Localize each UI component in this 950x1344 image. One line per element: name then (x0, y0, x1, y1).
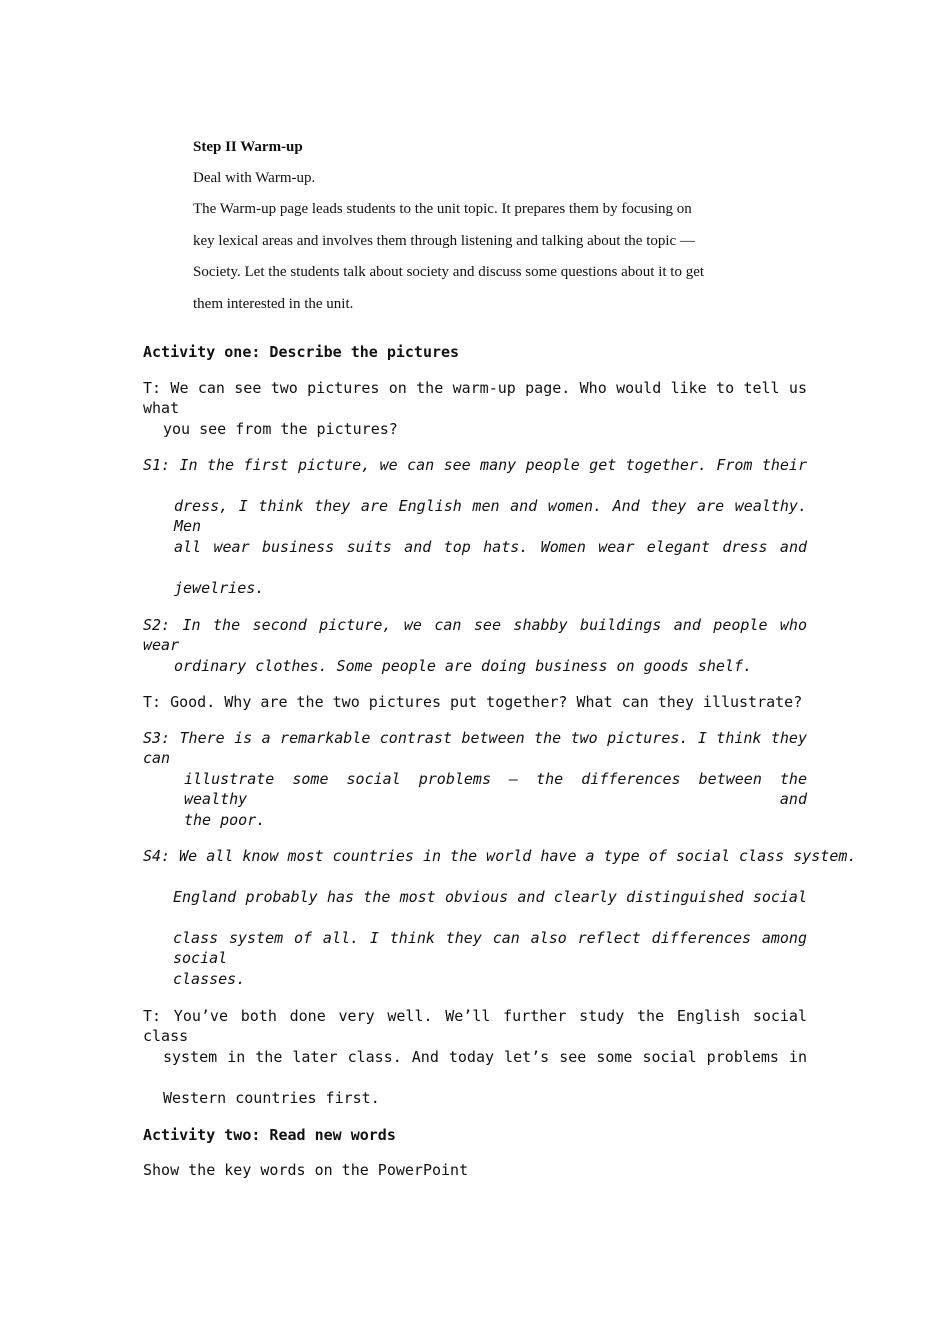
dialog-line: S4: We all know most countries in the world have a type of social class system. (143, 847, 857, 865)
step-title: Step II Warm-up (193, 139, 303, 155)
paragraph-line: key lexical areas and involves them through listening and talking about the topic — (193, 232, 695, 249)
activity-two-heading: Activity two: Read new words (143, 1126, 396, 1144)
dialog-line: illustrate some social problems — the differences between the wealthy and (184, 770, 807, 808)
student-line-4 (143, 846, 857, 989)
dialog-line: system in the later class. And today let’s see some social problems in (163, 1048, 807, 1066)
paragraph-line: them interested in the unit. (193, 295, 354, 312)
step-intro: Deal with Warm-up. (193, 170, 316, 186)
student-line-1 (143, 455, 807, 598)
dialog-line: ordinary clothes. Some people are doing business on goods shelf. (174, 657, 752, 675)
paragraph-line: The Warm-up page leads students to the unit topic. It prepares them by focusing on (193, 201, 692, 217)
dialog-line: you see from the pictures? (163, 420, 398, 438)
dialog-line: the poor. (184, 811, 266, 829)
dialog-line: all wear business suits and top hats. Women wear elegant dress and (174, 538, 807, 556)
activity-one-heading: Activity one: Describe the pictures (143, 343, 460, 361)
dialog-line: S2: In the second picture, we can see shabby buildings and people who wear (143, 616, 807, 654)
step-paragraph (193, 194, 773, 320)
teacher-line-3 (143, 1006, 807, 1108)
activity-two-text: Show the key words on the PowerPoint (143, 1161, 469, 1179)
dialog-line: Western countries first. (163, 1089, 380, 1107)
dialog-line: jewelries. (174, 579, 265, 597)
dialog-line: T: You’ve both done very well. We’ll further study the English social class (143, 1007, 807, 1045)
dialog-line: T: We can see two pictures on the warm-up page. Who would like to tell us what (143, 379, 807, 417)
dialog-line: classes. (173, 970, 246, 988)
teacher-line-1 (143, 378, 807, 439)
dialog-line: England probably has the most obvious and clearly distinguished social (173, 888, 807, 906)
dialog-line: dress, I think they are English men and women. And they are wealthy. Men (174, 497, 807, 535)
student-line-2 (143, 615, 807, 676)
dialog-line: S1: In the first picture, we can see many people get together. From their (143, 456, 807, 474)
paragraph-line: Society. Let the students talk about society and discuss some questions about it to get (193, 264, 705, 280)
teacher-line-2: T: Good. Why are the two pictures put together? What can they illustrate? (143, 693, 803, 711)
dialog-line: S3: There is a remarkable contrast between the two pictures. I think they can (143, 729, 807, 767)
step-section (193, 132, 773, 320)
student-line-3 (143, 728, 807, 830)
dialog-line: class system of all. I think they can also reflect differences among social (173, 929, 807, 967)
